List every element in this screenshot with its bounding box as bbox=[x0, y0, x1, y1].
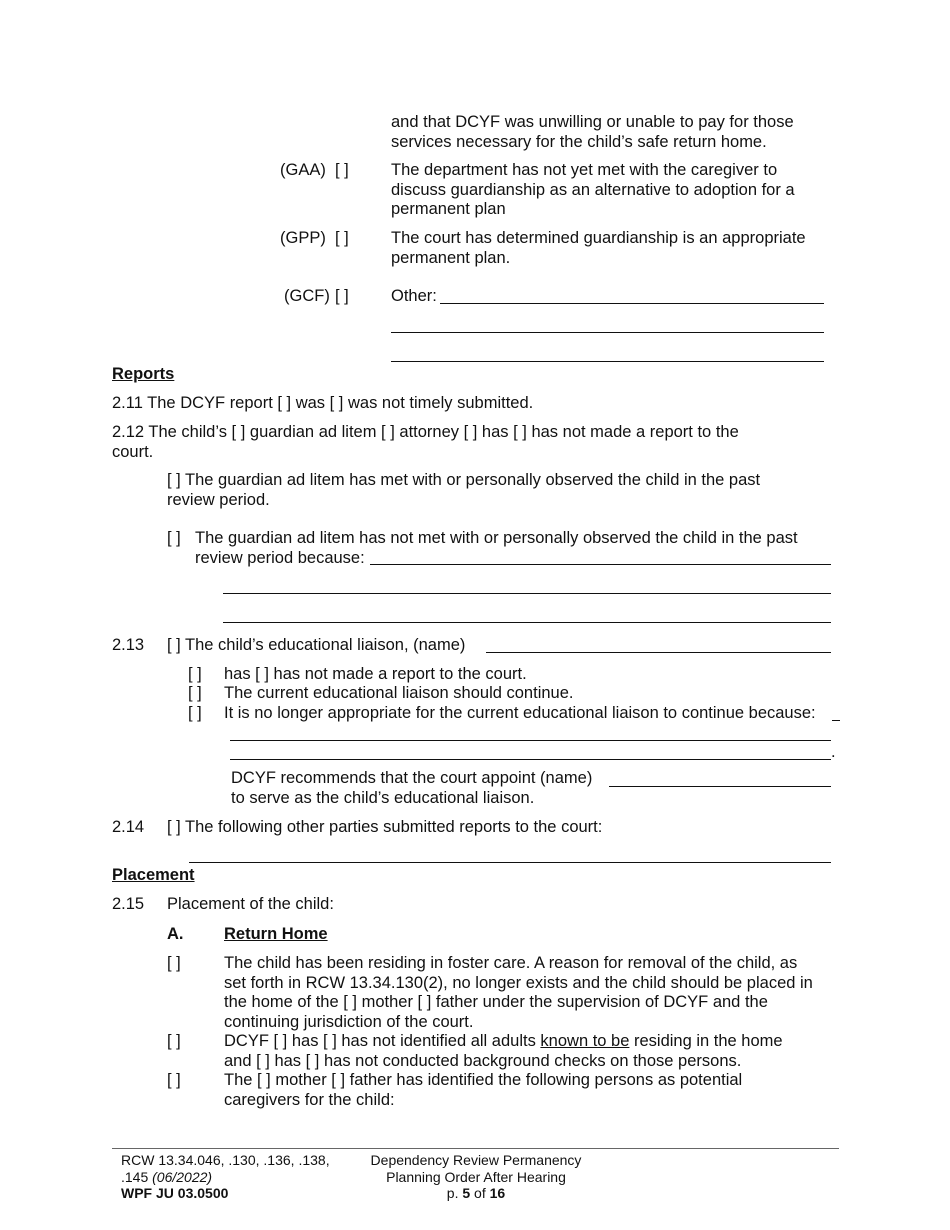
section-2-12: 2.12 The child’s [ ] guardian ad litem [ ] attorney [ ] has [ ] has not made a report to the court. bbox=[112, 423, 739, 461]
gal-reason-field-2[interactable] bbox=[223, 593, 831, 594]
subsection-letter: A. bbox=[167, 925, 184, 943]
gcf-other-field-2[interactable] bbox=[391, 332, 824, 333]
footer-rule bbox=[112, 1148, 839, 1149]
edu-reason-field-3[interactable] bbox=[230, 759, 831, 760]
footer-rcw: RCW 13.34.046, .130, .136, .138, .145 (06/2022) WPF JU 03.0500 bbox=[121, 1152, 330, 1201]
placement-item2-text: DCYF [ ] has [ ] has not identified all adults known to be residing in the home and [ ] has [ ] has not conducted background checks on those persons. bbox=[224, 1032, 783, 1070]
gaa-text: The department has not yet met with the caregiver to discuss guardianship as an alternative to adoption for a permanent plan bbox=[391, 161, 795, 218]
section-2-14-number: 2.14 bbox=[112, 818, 145, 836]
edu-item2-checkbox[interactable]: [ ] bbox=[188, 684, 202, 702]
edu-reason-field-2[interactable] bbox=[230, 740, 831, 741]
footer-title: Dependency Review Permanency Planning Order After Hearing p. 5 of 16 bbox=[360, 1152, 592, 1202]
section-2-13-number: 2.13 bbox=[112, 636, 145, 654]
edu-item2-text: The current educational liaison should continue. bbox=[224, 684, 574, 702]
gal-reason-field-3[interactable] bbox=[223, 622, 831, 623]
edu-item1-text: has [ ] has not made a report to the court. bbox=[224, 665, 527, 683]
edu-item3-checkbox[interactable]: [ ] bbox=[188, 704, 202, 722]
gcf-checkbox[interactable]: [ ] bbox=[335, 287, 349, 305]
other-parties-field[interactable] bbox=[189, 862, 831, 863]
placement-item3-checkbox[interactable]: [ ] bbox=[167, 1071, 181, 1089]
gpp-text: The court has determined guardianship is an appropriate permanent plan. bbox=[391, 229, 806, 267]
gcf-label: Other: bbox=[391, 287, 437, 305]
gcf-other-field[interactable] bbox=[440, 303, 824, 304]
gal-not-met-checkbox[interactable]: [ ] bbox=[167, 529, 181, 547]
placement-item3-text: The [ ] mother [ ] father has identified the following persons as potential caregivers for the child: bbox=[224, 1071, 743, 1109]
section-2-14-text: [ ] The following other parties submitted reports to the court: bbox=[167, 818, 603, 836]
section-2-11: 2.11 The DCYF report [ ] was [ ] was not timely submitted. bbox=[112, 394, 534, 412]
edu-item1-checkbox[interactable]: [ ] bbox=[188, 665, 202, 683]
form-id: WPF JU 03.0500 bbox=[121, 1185, 229, 1201]
edu-liaison-name-field[interactable] bbox=[486, 652, 831, 653]
gal-met-option[interactable]: [ ] The guardian ad litem has met with or personally observed the child in the past review period. bbox=[167, 471, 761, 509]
placement-item1-checkbox[interactable]: [ ] bbox=[167, 954, 181, 972]
gal-not-met-text: The guardian ad litem has not met with or personally observed the child in the past review period because: bbox=[195, 529, 798, 567]
edu-reason-field[interactable] bbox=[832, 720, 840, 721]
gal-reason-field[interactable] bbox=[370, 564, 831, 565]
gaa-code: (GAA) bbox=[280, 161, 326, 179]
section-2-13-text: [ ] The child’s educational liaison, (name) bbox=[167, 636, 466, 654]
dcyf-recommend: DCYF recommends that the court appoint (name) to serve as the child’s educational liaison. bbox=[231, 769, 593, 807]
gaa-checkbox[interactable]: [ ] bbox=[335, 161, 349, 179]
section-2-15-number: 2.15 bbox=[112, 895, 145, 913]
return-home-heading: Return Home bbox=[224, 925, 328, 943]
period-mark: . bbox=[831, 743, 836, 761]
gpp-checkbox[interactable]: [ ] bbox=[335, 229, 349, 247]
placement-item1-text: The child has been residing in foster care. A reason for removal of the child, as set forth in RCW 13.34.130(2), no longer exists and the child should be placed in the home of the [ ] mother [ ] father under the supervision of DCYF and the continuing jurisdiction of the court. bbox=[224, 954, 813, 1031]
placement-heading: Placement bbox=[112, 866, 195, 884]
edu-item3-text: It is no longer appropriate for the current educational liaison to continue because: bbox=[224, 704, 816, 722]
gcf-code: (GCF) bbox=[284, 287, 330, 305]
reports-heading: Reports bbox=[112, 365, 175, 383]
continuation-text: and that DCYF was unwilling or unable to pay for those services necessary for the child’s safe return home. bbox=[391, 113, 794, 151]
section-2-15-text: Placement of the child: bbox=[167, 895, 334, 913]
page-number: p. 5 of 16 bbox=[446, 1185, 506, 1201]
gpp-code: (GPP) bbox=[280, 229, 326, 247]
gcf-other-field-3[interactable] bbox=[391, 361, 824, 362]
placement-item2-checkbox[interactable]: [ ] bbox=[167, 1032, 181, 1050]
appointee-name-field[interactable] bbox=[609, 786, 831, 787]
